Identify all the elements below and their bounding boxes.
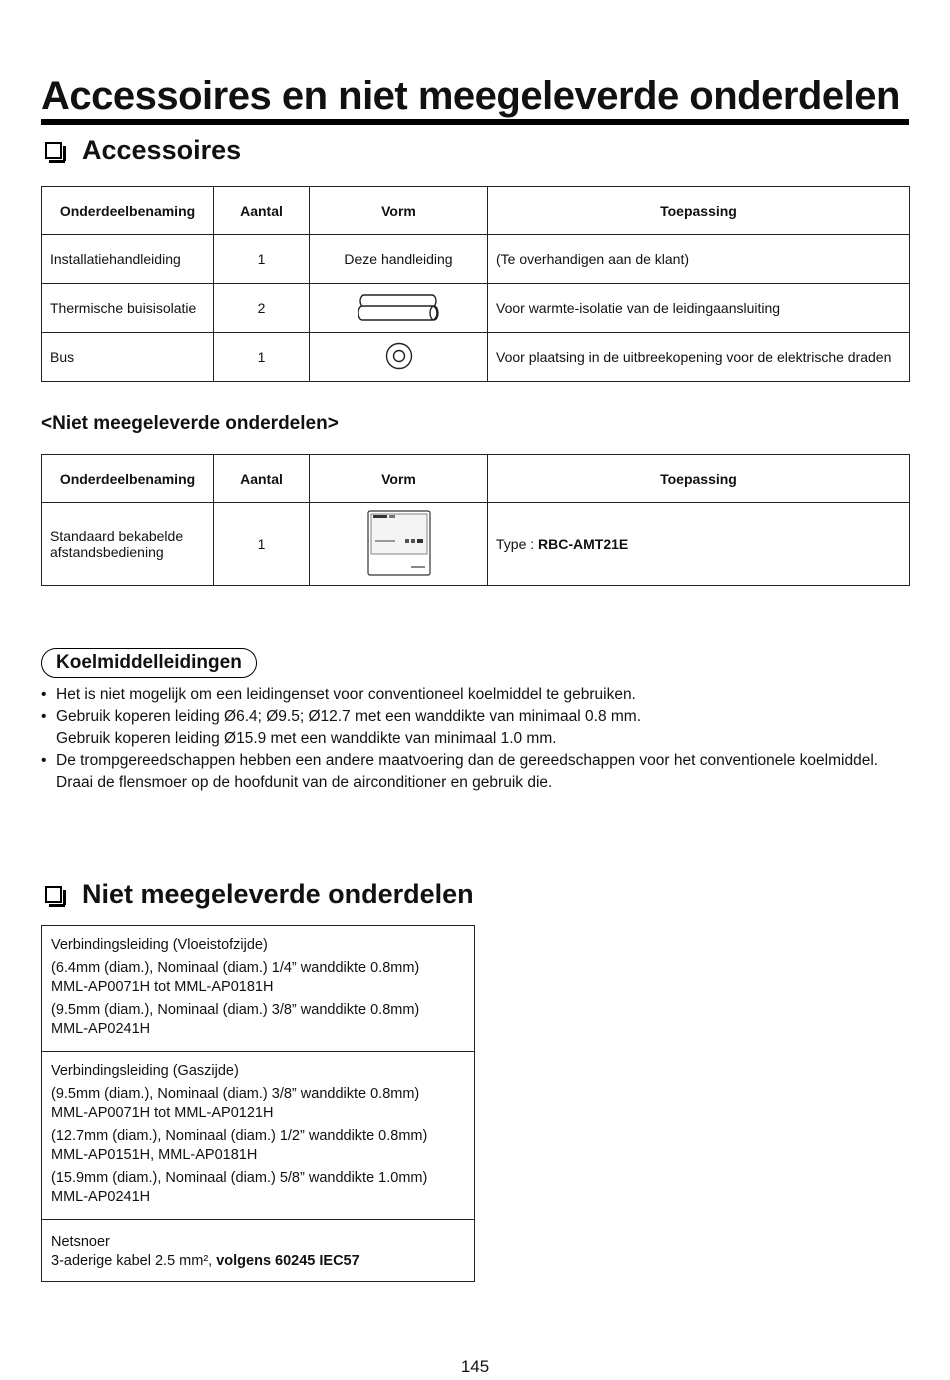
part-spec xyxy=(51,959,465,997)
group-title: Netsnoer xyxy=(51,1234,110,1250)
bullet-continuation: Gebruik koperen leiding Ø15.9 met een wanddikte van minimaal 1.0 mm. xyxy=(56,730,557,747)
table-row xyxy=(42,235,910,284)
cell-qty: 1 xyxy=(214,333,310,382)
model-number: RBC-AMT21E xyxy=(538,536,629,552)
list-item xyxy=(41,706,901,728)
cell-use: Voor warmte-isolatie van de leidingaansluiting xyxy=(488,284,910,333)
list-item xyxy=(41,684,901,706)
bullet-continuation: Draai de flensmoer op de hoofdunit van de airconditioner en gebruik die. xyxy=(56,774,553,791)
cell-name: Thermische buisisolatie xyxy=(42,284,214,333)
bullet-text: Het is niet mogelijk om een leidingenset voor conventioneel koelmiddel te gebruiken. xyxy=(56,686,636,703)
col-header-qty: Aantal xyxy=(214,187,310,235)
bushing-icon xyxy=(384,341,414,371)
part-spec xyxy=(51,1169,465,1207)
power-cable-text: 3-aderige kabel 2.5 mm², xyxy=(51,1253,217,1269)
list-item xyxy=(41,750,901,772)
page-number: 145 xyxy=(460,1357,490,1376)
cell-shape xyxy=(310,503,488,586)
part-spec-models: MML-AP0151H, MML-AP0181H xyxy=(51,1147,258,1163)
cell-use: (Te overhandigen aan de klant) xyxy=(488,235,910,284)
table-row xyxy=(42,284,910,333)
part-spec-size: (6.4mm (diam.), Nominaal (diam.) 1/4” wanddikte 0.8mm) xyxy=(51,960,420,976)
section-heading-not-supplied xyxy=(41,876,474,912)
power-cable-standard: volgens 60245 IEC57 xyxy=(216,1253,360,1269)
part-spec xyxy=(51,1127,465,1165)
col-header-name: Onderdeelbenaming xyxy=(42,455,214,503)
col-header-name: Onderdeelbenaming xyxy=(42,187,214,235)
part-spec-models: MML-AP0071H tot MML-AP0181H xyxy=(51,979,274,995)
col-header-qty: Aantal xyxy=(214,455,310,503)
cell-shape xyxy=(310,333,488,382)
table-header-row xyxy=(42,455,910,503)
parts-group-liquid xyxy=(42,926,474,1051)
checkbox-square-icon xyxy=(45,142,62,159)
cell-name: Bus xyxy=(42,333,214,382)
cell-name xyxy=(42,503,214,586)
col-header-shape: Vorm xyxy=(310,455,488,503)
col-header-shape: Vorm xyxy=(310,187,488,235)
part-spec-models: MML-AP0241H xyxy=(51,1021,151,1037)
not-supplied-table xyxy=(41,454,910,586)
cell-name-line: afstandsbediening xyxy=(50,544,164,560)
section-heading-accessories xyxy=(41,132,241,168)
part-spec xyxy=(51,1001,465,1039)
table-header-row xyxy=(42,187,910,235)
part-spec-size: (9.5mm (diam.), Nominaal (diam.) 3/8” wanddikte 0.8mm) xyxy=(51,1002,420,1018)
cell-use xyxy=(488,503,910,586)
checkbox-square-icon xyxy=(45,886,62,903)
cell-qty: 1 xyxy=(214,235,310,284)
table-row xyxy=(42,333,910,382)
cell-shape: Deze handleiding xyxy=(310,235,488,284)
title-rule xyxy=(41,119,909,125)
cell-shape xyxy=(310,284,488,333)
bullet-icon: • xyxy=(41,752,47,769)
page-title: Accessoires en niet meegeleverde onderdelen xyxy=(41,74,900,118)
bullet-icon: • xyxy=(41,708,47,725)
parts-group-gas xyxy=(42,1051,474,1219)
type-prefix: Type : xyxy=(496,536,539,552)
cell-name-line: Standaard bekabelde xyxy=(50,528,184,544)
remote-controller-icon xyxy=(367,510,431,576)
part-spec-size: (9.5mm (diam.), Nominaal (diam.) 3/8” wanddikte 0.8mm) xyxy=(51,1086,420,1102)
cell-qty: 1 xyxy=(214,503,310,586)
part-spec xyxy=(51,1085,465,1123)
parts-group-power xyxy=(42,1219,474,1281)
part-spec-models: MML-AP0071H tot MML-AP0121H xyxy=(51,1105,274,1121)
refrigerant-heading: Koelmiddelleidingen xyxy=(41,648,257,678)
group-title: Verbindingsleiding (Gaszijde) xyxy=(51,1063,239,1079)
power-cable-spec xyxy=(51,1252,465,1271)
cell-qty: 2 xyxy=(214,284,310,333)
bullet-icon: • xyxy=(41,686,47,703)
part-spec-size: (15.9mm (diam.), Nominaal (diam.) 5/8” wanddikte 1.0mm) xyxy=(51,1170,428,1186)
refrigerant-bullet-list xyxy=(41,684,901,794)
col-header-use: Toepassing xyxy=(488,187,910,235)
insulation-tube-icon xyxy=(358,292,440,322)
part-spec-models: MML-AP0241H xyxy=(51,1189,151,1205)
bullet-text: De trompgereedschappen hebben een andere maatvoering dan de gereedschappen voor het conventionele koelmiddel. xyxy=(56,752,879,769)
subheading-not-supplied: <Niet meegeleverde onderdelen> xyxy=(41,413,339,434)
accessories-table xyxy=(41,186,910,382)
cell-name: Installatiehandleiding xyxy=(42,235,214,284)
col-header-use: Toepassing xyxy=(488,455,910,503)
section-heading-accessories-label: Accessoires xyxy=(82,134,242,165)
part-spec-size: (12.7mm (diam.), Nominaal (diam.) 1/2” wanddikte 0.8mm) xyxy=(51,1128,428,1144)
group-title: Verbindingsleiding (Vloeistofzijde) xyxy=(51,937,268,953)
table-row xyxy=(42,503,910,586)
section-heading-not-supplied-label: Niet meegeleverde onderdelen xyxy=(82,878,474,909)
cell-use: Voor plaatsing in de uitbreekopening voor de elektrische draden xyxy=(488,333,910,382)
not-supplied-parts-box xyxy=(41,925,475,1282)
bullet-text: Gebruik koperen leiding Ø6.4; Ø9.5; Ø12.7 met een wanddikte van minimaal 0.8 mm. xyxy=(56,708,641,725)
